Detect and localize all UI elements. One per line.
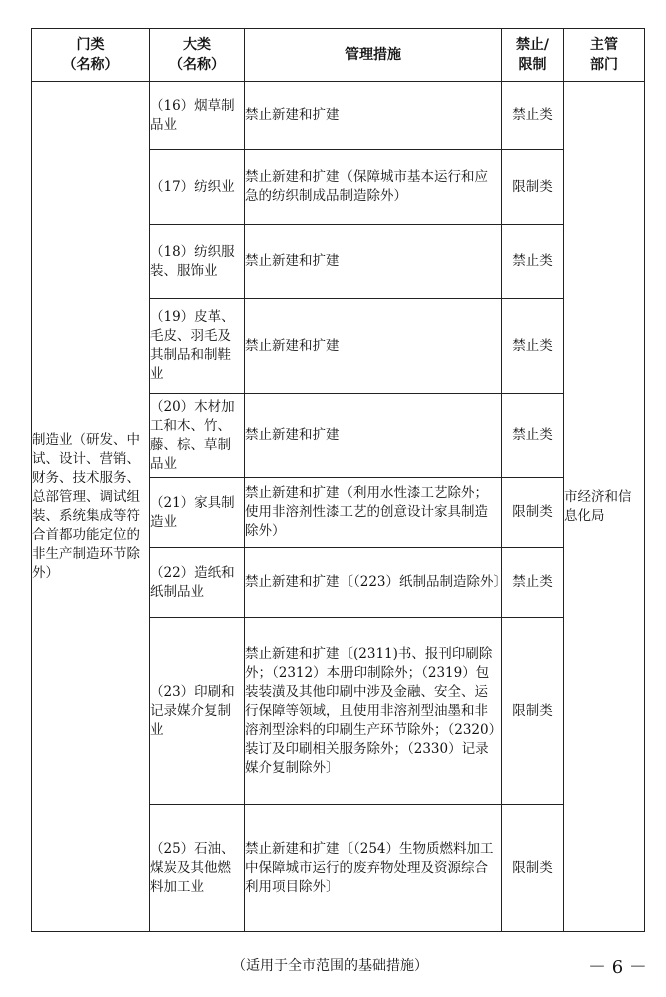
header-department: 主管 部门 — [564, 29, 645, 82]
measure-cell: 禁止新建和扩建 — [245, 82, 502, 150]
measure-cell: 禁止新建和扩建〔（223）纸制品制造除外〕 — [245, 548, 502, 618]
department-cell: 市经济和信息化局 — [564, 82, 645, 932]
ban-cell: 限制类 — [502, 478, 564, 548]
header-gate: 门类 （名称） — [32, 29, 150, 82]
ban-cell: 禁止类 — [502, 299, 564, 394]
measure-cell: 禁止新建和扩建（利用水性漆工艺除外；使用非溶剂性漆工艺的创意设计家具制造除外） — [245, 478, 502, 548]
measure-cell: 禁止新建和扩建（保障城市基本运行和应急的纺织制成品制造除外） — [245, 150, 502, 225]
header-measure: 管理措施 — [245, 29, 502, 82]
measures-table — [31, 28, 645, 932]
gate-cell: 制造业（研发、中试、设计、营销、财务、技术服务、总部管理、调试组装、系统集成等符合首都功能定位的非生产制造环节除外） — [32, 82, 150, 932]
big-category-cell: （25）石油、煤炭及其他燃料加工业 — [150, 805, 245, 932]
ban-cell: 禁止类 — [502, 548, 564, 618]
page-footer — [0, 953, 666, 977]
page-number: － 6 － — [588, 957, 647, 978]
table-row — [32, 82, 645, 150]
ban-cell: 禁止类 — [502, 225, 564, 299]
big-category-cell: （20）木材加工和木、竹、藤、棕、草制品业 — [150, 394, 245, 478]
header-row — [32, 29, 645, 82]
big-category-cell: （17）纺织业 — [150, 150, 245, 225]
big-category-cell: （18）纺织服装、服饰业 — [150, 225, 245, 299]
measure-cell: 禁止新建和扩建 — [245, 394, 502, 478]
ban-cell: 限制类 — [502, 805, 564, 932]
footer-scope-note: （适用于全市范围的基础措施） — [232, 958, 428, 974]
header-ban-limit: 禁止/ 限制 — [502, 29, 564, 82]
ban-cell: 禁止类 — [502, 82, 564, 150]
ban-cell: 限制类 — [502, 150, 564, 225]
header-big-category: 大类 （名称） — [150, 29, 245, 82]
big-category-cell: （23）印刷和记录媒介复制业 — [150, 618, 245, 805]
measure-cell: 禁止新建和扩建 — [245, 225, 502, 299]
big-category-cell: （16）烟草制品业 — [150, 82, 245, 150]
big-category-cell: （19）皮革、毛皮、羽毛及其制品和制鞋业 — [150, 299, 245, 394]
measure-cell: 禁止新建和扩建〔(2311)书、报刊印刷除外；（2312）本册印制除外；（2319）包装装潢及其他印刷中涉及金融、安全、运行保障等领域，且使用非溶剂型油墨和非溶剂型涂料的印刷生产环节除外；（2320）装订及印刷相关服务除外；（2330）记录媒介复制除外〕 — [245, 618, 502, 805]
measure-cell: 禁止新建和扩建〔（254）生物质燃料加工中保障城市运行的废弃物处理及资源综合利用项目除外〕 — [245, 805, 502, 932]
measure-cell: 禁止新建和扩建 — [245, 299, 502, 394]
big-category-cell: （21）家具制造业 — [150, 478, 245, 548]
ban-cell: 禁止类 — [502, 394, 564, 478]
big-category-cell: （22）造纸和纸制品业 — [150, 548, 245, 618]
ban-cell: 限制类 — [502, 618, 564, 805]
